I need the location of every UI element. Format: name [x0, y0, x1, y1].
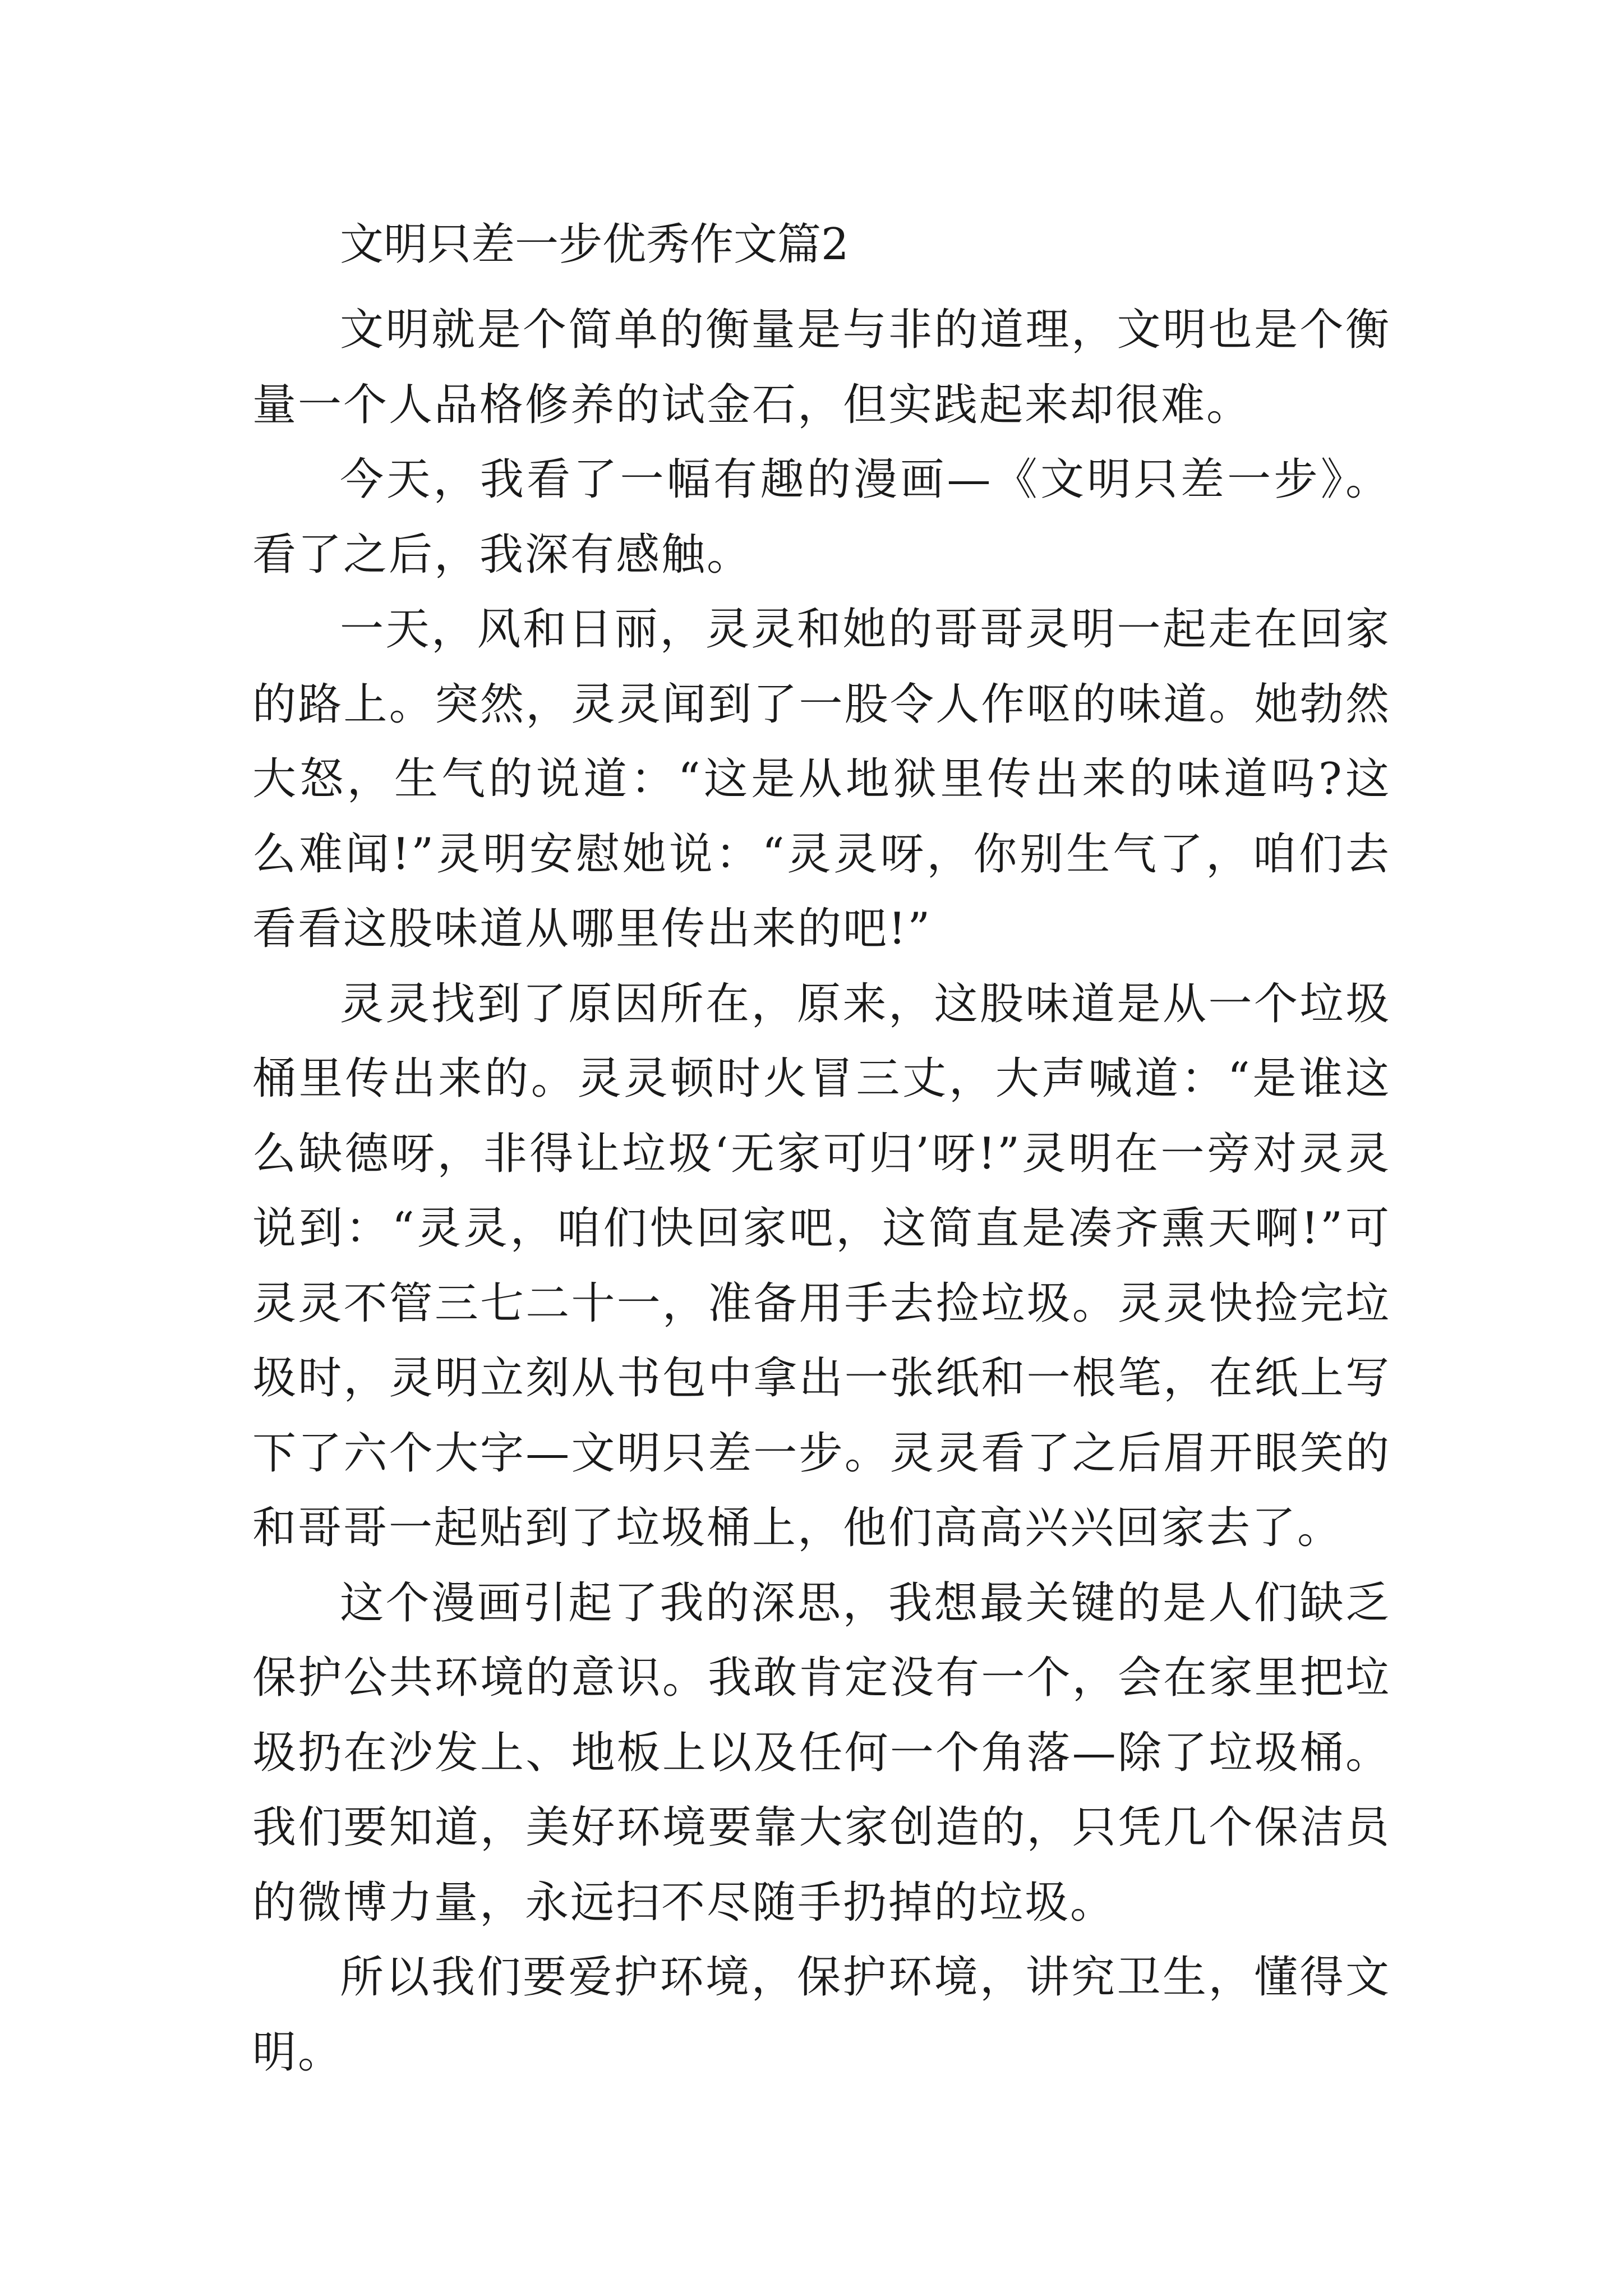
- essay-title: 文明只差一步优秀作文篇2: [340, 219, 849, 270]
- essay-paragraph-5: 这个漫画引起了我的深思，我想最关键的是人们缺乏保护公共环境的意识。我敢肯定没有一个，会在家里把垃圾扔在沙发上、地板上以及任何一个角落—除了垃圾桶。我们要知道，美好环境要靠大家创造的，只凭几个保洁员的微博力量，永远扫不尽随手扔掉的垃圾。: [252, 1577, 1391, 1928]
- essay-paragraph-4: 灵灵找到了原因所在，原来，这股味道是从一个垃圾桶里传出来的。灵灵顿时火冒三丈，大声喊道：“是谁这么缺德呀，非得让垃圾‘无家可归’呀!”灵明在一旁对灵灵说到：“灵灵，咱们快回家吧，这简直是凑齐熏天啊!”可灵灵不管三七二十一，准备用手去捡垃圾。灵灵快捡完垃圾时，灵明立刻从书包中拿出一张纸和一根笔，在纸上写下了六个大字—文明只差一步。灵灵看了之后眉开眼笑的和哥哥一起贴到了垃圾桶上，他们高高兴兴回家去了。: [252, 978, 1391, 1553]
- essay-paragraph-3: 一天，风和日丽，灵灵和她的哥哥灵明一起走在回家的路上。突然，灵灵闻到了一股令人作呕的味道。她勃然大怒，生气的说道：“这是从地狱里传出来的味道吗?这么难闻!”灵明安慰她说：“灵灵呀，你别生气了，咱们去看看这股味道从哪里传出来的吧!”: [252, 604, 1391, 954]
- document-page: [252, 208, 1391, 2090]
- essay-paragraph-1: 文明就是个简单的衡量是与非的道理，文明也是个衡量一个人品格修养的试金石，但实践起来却很难。: [252, 305, 1391, 430]
- essay-paragraph-6: 所以我们要爱护环境，保护环境，讲究卫生，懂得文明。: [252, 1952, 1391, 2078]
- essay-paragraph-2: 今天，我看了一幅有趣的漫画—《文明只差一步》。看了之后，我深有感触。: [252, 454, 1391, 580]
